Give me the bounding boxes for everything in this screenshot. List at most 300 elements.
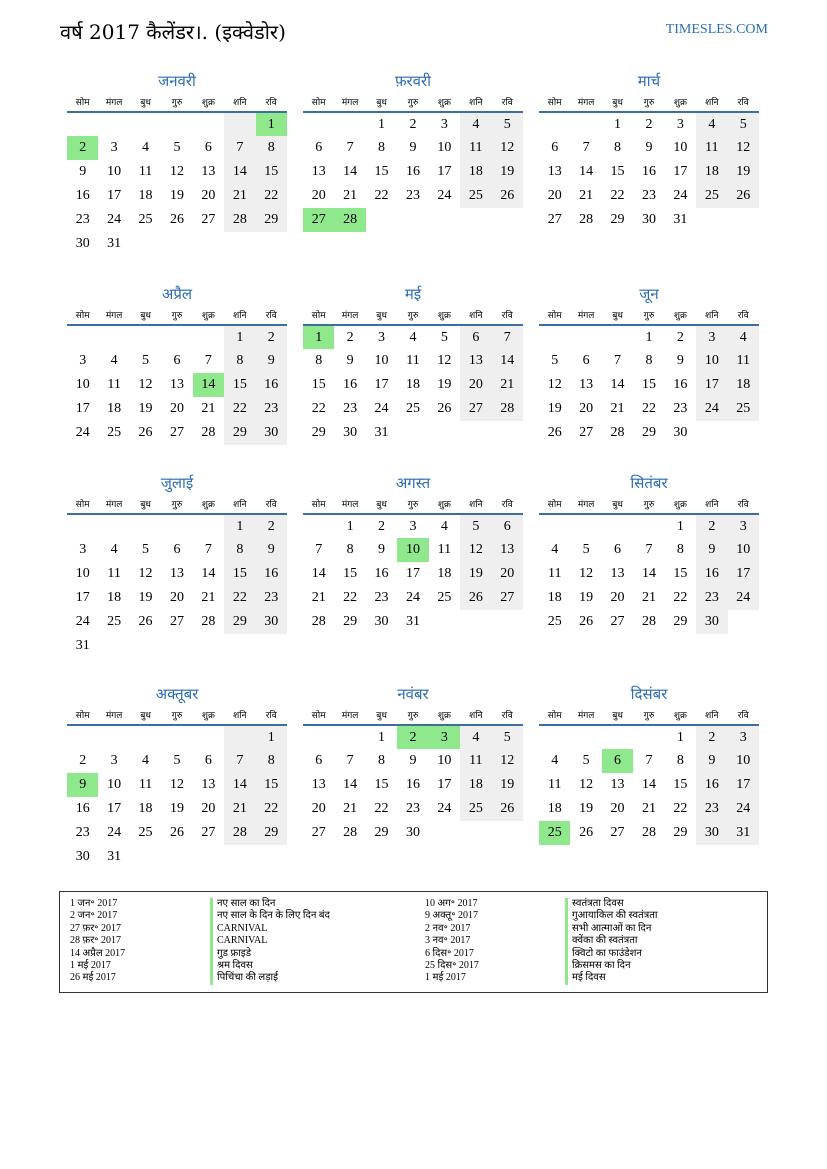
month-table: [539, 92, 759, 232]
holiday-name: गुआयाकिल की स्वतंत्रता: [565, 910, 658, 922]
month-name: मार्च: [637, 72, 661, 90]
empty-cell: [397, 421, 428, 445]
week-row: [539, 773, 759, 797]
week-row: [303, 773, 523, 797]
day-cell: 31: [405, 614, 420, 629]
day-cell: 9: [696, 538, 727, 562]
week-row: [303, 562, 523, 586]
day-cell: 21: [311, 590, 326, 605]
empty-cell: [224, 232, 255, 256]
weekday-header: सोम: [539, 494, 570, 514]
empty-cell: [130, 725, 161, 749]
month-name: जनवरी: [158, 72, 196, 90]
empty-cell: [67, 725, 98, 749]
holiday-date: 27 फ़र॰ 2017: [70, 922, 122, 934]
day-cell: 26: [138, 425, 153, 440]
weekday-header: शनि: [460, 92, 491, 112]
day-cell: 4: [142, 753, 150, 768]
empty-cell: [492, 208, 523, 232]
holiday-name: CARNIVAL: [210, 935, 330, 947]
holiday-name: मई दिवस: [565, 972, 658, 984]
empty-cell: [728, 610, 759, 634]
day-cell: 28: [343, 825, 358, 840]
day-cell: 22: [224, 586, 255, 610]
day-cell: 2: [676, 329, 684, 345]
weekday-header: शुक्र: [193, 305, 224, 325]
day-cell: 16: [256, 562, 287, 586]
week-row: [539, 421, 759, 445]
day-cell: 7: [224, 136, 255, 160]
weekday-header: सोम: [67, 305, 98, 325]
month-table: [303, 305, 523, 445]
day-cell: 13: [201, 777, 216, 792]
weekday-header: बुध: [366, 494, 397, 514]
day-cell: 26: [460, 586, 491, 610]
day-cell: 7: [204, 542, 212, 557]
week-row: [539, 184, 759, 208]
day-cell: 5: [582, 542, 590, 557]
day-cell: 28: [334, 208, 365, 232]
day-cell: 29: [673, 614, 688, 629]
day-cell: 15: [374, 777, 389, 792]
weekday-header: गुरु: [397, 305, 428, 325]
day-cell: 30: [75, 849, 90, 864]
holiday-date: 9 अक्तू॰ 2017: [425, 910, 478, 922]
day-cell: 13: [492, 538, 523, 562]
day-cell: 20: [169, 590, 184, 605]
day-cell: 27: [492, 586, 523, 610]
empty-cell: [130, 325, 161, 349]
empty-cell: [193, 514, 224, 538]
day-cell: 26: [169, 825, 184, 840]
day-cell: 27: [460, 397, 491, 421]
weekday-header: रवि: [728, 305, 759, 325]
empty-cell: [492, 610, 523, 634]
weekday-header: गुरु: [633, 494, 664, 514]
weekday-header: बुध: [602, 305, 633, 325]
day-cell: 25: [460, 797, 491, 821]
empty-cell: [539, 725, 570, 749]
day-cell: 23: [75, 212, 90, 227]
weekday-header: सोम: [539, 92, 570, 112]
day-cell: 10: [75, 566, 90, 581]
empty-cell: [98, 325, 129, 349]
page-title: वर्ष 2017 कैलेंडर।. (इक्वेडोर): [60, 20, 286, 44]
week-row: [303, 325, 523, 349]
day-cell: 10: [397, 538, 428, 562]
day-cell: 14: [492, 349, 523, 373]
day-cell: 4: [110, 353, 118, 368]
day-cell: 24: [75, 425, 90, 440]
day-cell: 28: [201, 614, 216, 629]
holiday-date: 2 नव॰ 2017: [425, 922, 471, 934]
day-cell: 10: [75, 377, 90, 392]
day-cell: 9: [696, 749, 727, 773]
weekday-header: रवि: [492, 92, 523, 112]
holiday-date: 28 फ़र॰ 2017: [70, 935, 122, 947]
day-cell: 10: [728, 538, 759, 562]
day-cell: 11: [460, 749, 491, 773]
day-cell: 15: [610, 164, 625, 179]
day-cell: 11: [437, 542, 452, 557]
day-cell: 4: [551, 753, 559, 768]
day-cell: 6: [173, 542, 181, 557]
empty-cell: [161, 514, 192, 538]
day-cell: 1: [346, 518, 354, 534]
week-row: [303, 421, 523, 445]
day-cell: 16: [343, 377, 358, 392]
day-cell: 5: [440, 329, 448, 345]
day-cell: 20: [201, 801, 216, 816]
day-cell: 11: [728, 349, 759, 373]
weekday-header: मंगल: [334, 305, 365, 325]
day-cell: 21: [343, 801, 358, 816]
holiday-date: 1 मई 2017: [70, 960, 111, 972]
day-cell: 20: [492, 562, 523, 586]
day-cell: 26: [437, 401, 452, 416]
site-link[interactable]: TIMESLES.COM: [665, 22, 768, 37]
weekday-header: गुरु: [397, 92, 428, 112]
day-cell: 8: [315, 353, 323, 368]
day-cell: 23: [75, 825, 90, 840]
weekday-header: रवि: [492, 305, 523, 325]
week-row: [67, 325, 287, 349]
month-calendar: [303, 472, 523, 634]
holiday-date: 26 मई 2017: [70, 972, 116, 984]
day-cell: 21: [492, 373, 523, 397]
holiday-name: गुड फ्राइडे: [210, 948, 330, 960]
day-cell: 3: [409, 518, 417, 534]
day-cell: 6: [582, 353, 590, 368]
day-cell: 9: [256, 538, 287, 562]
day-cell: 27: [547, 212, 562, 227]
month-name: जुलाई: [160, 474, 194, 492]
day-cell: 13: [311, 777, 326, 792]
holiday-name: नए साल के दिन के लिए दिन बंद: [210, 910, 330, 922]
day-cell: 29: [224, 421, 255, 445]
day-cell: 27: [169, 425, 184, 440]
day-cell: 21: [579, 188, 594, 203]
month-name: सितंबर: [630, 474, 668, 492]
day-cell: 22: [256, 184, 287, 208]
day-cell: 8: [224, 349, 255, 373]
week-row: [539, 749, 759, 773]
empty-cell: [696, 421, 727, 445]
weekday-header: शनि: [696, 92, 727, 112]
day-cell: 24: [107, 825, 122, 840]
weekday-header: शनि: [460, 494, 491, 514]
weekday-header: शनि: [224, 305, 255, 325]
day-cell: 24: [437, 801, 452, 816]
day-cell: 1: [676, 518, 684, 534]
week-row: [539, 610, 759, 634]
week-row: [67, 208, 287, 232]
month-calendar: [539, 70, 759, 232]
day-cell: 18: [696, 160, 727, 184]
month-table: [539, 305, 759, 445]
weekday-header: रवि: [492, 494, 523, 514]
week-row: [539, 112, 759, 136]
day-cell: 21: [641, 590, 656, 605]
day-cell: 30: [673, 425, 688, 440]
empty-cell: [539, 325, 570, 349]
holiday-name: श्रम दिवस: [210, 960, 330, 972]
day-cell: 5: [728, 112, 759, 136]
month-name: अगस्त: [395, 474, 431, 492]
day-cell: 16: [673, 377, 688, 392]
day-cell: 31: [728, 821, 759, 845]
day-cell: 20: [610, 590, 625, 605]
day-cell: 3: [676, 116, 684, 132]
day-cell: 12: [728, 136, 759, 160]
week-row: [67, 634, 287, 658]
day-cell: 5: [551, 353, 559, 368]
day-cell: 8: [676, 542, 684, 557]
day-cell: 20: [169, 401, 184, 416]
day-cell: 5: [173, 140, 181, 155]
day-cell: 15: [256, 773, 287, 797]
empty-cell: [728, 208, 759, 232]
week-row: [539, 821, 759, 845]
day-cell: 27: [201, 212, 216, 227]
day-cell: 26: [138, 614, 153, 629]
empty-cell: [161, 325, 192, 349]
empty-cell: [193, 232, 224, 256]
day-cell: 18: [728, 373, 759, 397]
day-cell: 12: [547, 377, 562, 392]
day-cell: 20: [579, 401, 594, 416]
page-header: [60, 18, 768, 48]
day-cell: 26: [579, 825, 594, 840]
weekday-header: मंगल: [570, 494, 601, 514]
day-cell: 19: [169, 188, 184, 203]
day-cell: 22: [374, 801, 389, 816]
holiday-name: पिचिंचा की लड़ाई: [210, 972, 330, 984]
weekday-header: बुध: [602, 705, 633, 725]
weekday-header: मंगल: [570, 705, 601, 725]
day-cell: 28: [201, 425, 216, 440]
empty-cell: [492, 421, 523, 445]
day-cell: 27: [311, 825, 326, 840]
day-cell: 10: [437, 753, 452, 768]
empty-cell: [193, 325, 224, 349]
day-cell: 17: [728, 562, 759, 586]
weekday-header: सोम: [303, 305, 334, 325]
weekday-header: बुध: [130, 494, 161, 514]
weekday-header: बुध: [130, 92, 161, 112]
week-row: [67, 610, 287, 634]
day-cell: 24: [437, 188, 452, 203]
weekday-header: शुक्र: [429, 494, 460, 514]
month-table: [303, 705, 523, 845]
day-cell: 22: [224, 397, 255, 421]
month-name: दिसंबर: [630, 685, 668, 703]
day-cell: 25: [138, 212, 153, 227]
day-cell: 11: [547, 566, 562, 581]
day-cell: 22: [256, 797, 287, 821]
day-cell: 18: [460, 773, 491, 797]
empty-cell: [224, 845, 255, 869]
holiday-date: 14 अप्रैल 2017: [70, 947, 126, 959]
day-cell: 2: [645, 116, 653, 132]
day-cell: 29: [374, 825, 389, 840]
day-cell: 30: [405, 825, 420, 840]
weekday-header: रवि: [256, 705, 287, 725]
day-cell: 28: [224, 821, 255, 845]
empty-cell: [696, 208, 727, 232]
week-row: [303, 725, 523, 749]
weekday-header: शुक्र: [665, 305, 696, 325]
day-cell: 18: [138, 188, 153, 203]
empty-cell: [98, 112, 129, 136]
day-cell: 15: [343, 566, 358, 581]
day-cell: 2: [67, 136, 98, 160]
day-cell: 13: [610, 566, 625, 581]
day-cell: 6: [492, 514, 523, 538]
day-cell: 27: [303, 208, 334, 232]
day-cell: 10: [728, 749, 759, 773]
day-cell: 11: [460, 136, 491, 160]
day-cell: 16: [405, 164, 420, 179]
day-cell: 1: [645, 329, 653, 345]
day-cell: 23: [256, 586, 287, 610]
day-cell: 19: [547, 401, 562, 416]
day-cell: 2: [346, 329, 354, 345]
day-cell: 20: [201, 188, 216, 203]
weekday-header: सोम: [303, 92, 334, 112]
day-cell: 7: [204, 353, 212, 368]
day-cell: 28: [641, 614, 656, 629]
day-cell: 28: [641, 825, 656, 840]
day-cell: 24: [673, 188, 688, 203]
weekday-header: शुक्र: [665, 494, 696, 514]
day-cell: 2: [397, 725, 428, 749]
day-cell: 19: [492, 160, 523, 184]
day-cell: 12: [492, 136, 523, 160]
day-cell: 15: [224, 562, 255, 586]
day-cell: 9: [409, 753, 417, 768]
day-cell: 4: [551, 542, 559, 557]
day-cell: 6: [614, 542, 622, 557]
empty-cell: [460, 208, 491, 232]
day-cell: 1: [224, 325, 255, 349]
weekday-header: शनि: [696, 705, 727, 725]
day-cell: 18: [460, 160, 491, 184]
empty-cell: [98, 514, 129, 538]
weekday-header: रवि: [492, 705, 523, 725]
day-cell: 4: [460, 112, 491, 136]
day-cell: 21: [201, 401, 216, 416]
day-cell: 14: [224, 773, 255, 797]
day-cell: 16: [696, 562, 727, 586]
empty-cell: [161, 232, 192, 256]
day-cell: 12: [460, 538, 491, 562]
day-cell: 22: [673, 590, 688, 605]
day-cell: 22: [311, 401, 326, 416]
day-cell: 16: [75, 188, 90, 203]
day-cell: 8: [346, 542, 354, 557]
holiday-name: स्वतंत्रता दिवस: [565, 898, 658, 910]
day-cell: 25: [405, 401, 420, 416]
day-cell: 19: [579, 801, 594, 816]
weekday-header: गुरु: [161, 705, 192, 725]
day-cell: 11: [406, 353, 420, 368]
day-cell: 23: [405, 188, 420, 203]
empty-cell: [334, 725, 365, 749]
day-cell: 13: [311, 164, 326, 179]
day-cell: 8: [676, 753, 684, 768]
day-cell: 7: [645, 542, 653, 557]
day-cell: 7: [645, 753, 653, 768]
week-row: [303, 538, 523, 562]
day-cell: 17: [673, 164, 688, 179]
day-cell: 21: [224, 184, 255, 208]
day-cell: 7: [315, 542, 323, 557]
day-cell: 16: [405, 777, 420, 792]
day-cell: 20: [460, 373, 491, 397]
day-cell: 7: [492, 325, 523, 349]
day-cell: 23: [641, 188, 656, 203]
day-cell: 18: [138, 801, 153, 816]
day-cell: 6: [460, 325, 491, 349]
day-cell: 27: [201, 825, 216, 840]
empty-cell: [256, 232, 287, 256]
day-cell: 9: [79, 164, 87, 179]
day-cell: 15: [641, 377, 656, 392]
weekday-header: सोम: [539, 705, 570, 725]
day-cell: 3: [110, 753, 118, 768]
weekday-header: गुरु: [161, 494, 192, 514]
day-cell: 14: [343, 777, 358, 792]
week-row: [303, 586, 523, 610]
day-cell: 13: [460, 349, 491, 373]
day-cell: 12: [579, 566, 594, 581]
empty-cell: [429, 421, 460, 445]
day-cell: 1: [378, 729, 386, 745]
empty-cell: [366, 208, 397, 232]
day-cell: 12: [169, 164, 184, 179]
month-name: फ़रवरी: [394, 72, 432, 90]
day-cell: 1: [224, 514, 255, 538]
weekday-header: शुक्र: [193, 92, 224, 112]
week-row: [303, 160, 523, 184]
empty-cell: [256, 845, 287, 869]
day-cell: 8: [378, 753, 386, 768]
empty-cell: [539, 514, 570, 538]
day-cell: 19: [437, 377, 452, 392]
day-cell: 1: [676, 729, 684, 745]
empty-cell: [67, 514, 98, 538]
weekday-header: मंगल: [570, 305, 601, 325]
week-row: [303, 112, 523, 136]
day-cell: 23: [256, 397, 287, 421]
week-row: [539, 397, 759, 421]
day-cell: 8: [256, 136, 287, 160]
weekday-header: रवि: [728, 705, 759, 725]
day-cell: 5: [142, 542, 150, 557]
day-cell: 26: [492, 797, 523, 821]
day-cell: 31: [107, 236, 122, 251]
day-cell: 27: [610, 825, 625, 840]
day-cell: 15: [256, 160, 287, 184]
day-cell: 22: [343, 590, 358, 605]
day-cell: 12: [492, 749, 523, 773]
week-row: [539, 325, 759, 349]
empty-cell: [539, 112, 570, 136]
week-row: [539, 208, 759, 232]
day-cell: 13: [579, 377, 594, 392]
day-cell: 28: [610, 425, 625, 440]
